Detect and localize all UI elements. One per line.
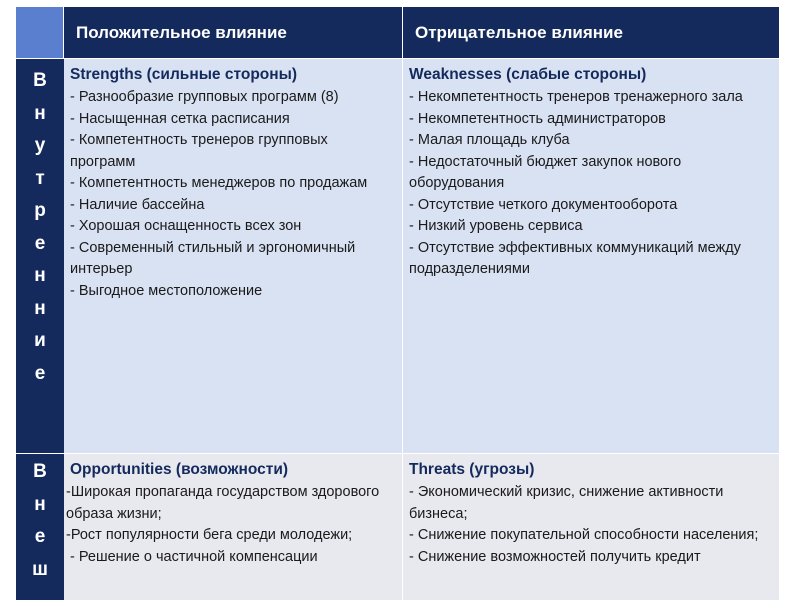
- side-letter: т: [35, 167, 45, 189]
- weakness-item: - Некомпетентность тренеров тренажерного зала: [409, 89, 743, 105]
- weaknesses-title: Weaknesses (слабые стороны): [409, 66, 647, 83]
- side-letter: н: [34, 297, 46, 319]
- side-letter: н: [34, 493, 46, 515]
- side-label-external: [16, 453, 64, 600]
- threat-item: - Снижение возможностей получить кредит: [409, 548, 701, 565]
- weakness-item: - Некомпетентность администраторов: [409, 110, 666, 127]
- threat-item: - Снижение покупательной способности населения;: [409, 527, 759, 543]
- side-letter: р: [34, 200, 46, 221]
- threats-title: Threats (угрозы): [409, 461, 535, 478]
- threats-cell: [403, 453, 780, 600]
- strength-item: - Насыщенная сетка расписания: [70, 110, 290, 127]
- weaknesses-cell: [403, 58, 780, 453]
- header-positive: Положительное влияние: [64, 7, 403, 58]
- strength-item: - Выгодное местоположение: [70, 282, 263, 299]
- weakness-item: - Отсутствие четкого документооборота: [409, 196, 678, 213]
- side-letter: н: [34, 102, 46, 124]
- opportunities-cell: [64, 453, 403, 600]
- opportunity-item: -Широкая пропаганда государством здорового образа жизни;: [66, 484, 380, 522]
- corner-cell: [16, 7, 64, 58]
- weakness-item: - Отсутствие эффективных коммуникаций между подразделениями: [409, 239, 741, 277]
- strengths-cell: [64, 58, 403, 453]
- header-negative: Отрицательное влияние: [403, 7, 780, 58]
- opportunity-item: - Решение о частичной компенсации: [70, 548, 318, 565]
- side-letter: у: [34, 135, 46, 156]
- side-label-internal: [16, 58, 64, 453]
- side-letter: н: [34, 265, 46, 286]
- opportunities-title: Opportunities (возможности): [70, 461, 289, 478]
- threat-item: - Экономический кризис, снижение активности бизнеса;: [409, 484, 724, 522]
- strength-item: - Хорошая оснащенность всех зон: [70, 218, 302, 234]
- weakness-item: - Низкий уровень сервиса: [409, 218, 583, 234]
- swot-table: [16, 7, 780, 600]
- side-letter: е: [34, 526, 46, 547]
- side-letter: е: [34, 362, 46, 384]
- weakness-item: - Малая площадь клуба: [409, 132, 570, 148]
- weakness-item: - Недостаточный бюджет закупок нового оборудования: [409, 153, 682, 191]
- strength-item: - Компетентность тренеров групповых программ: [70, 132, 328, 170]
- strength-item: - Современный стильный и эргономичный интерьер: [70, 239, 356, 277]
- side-letter: ш: [32, 558, 48, 580]
- side-letter: В: [33, 461, 47, 482]
- strength-item: - Разнообразие групповых программ (8): [70, 89, 339, 105]
- strengths-title: Strengths (сильные стороны): [70, 66, 298, 83]
- side-letter: е: [34, 232, 46, 254]
- opportunity-item: -Рост популярности бега среди молодежи;: [66, 527, 353, 543]
- side-letter: и: [34, 330, 46, 351]
- side-letter: В: [33, 70, 47, 91]
- strength-item: - Наличие бассейна: [70, 196, 205, 213]
- strength-item: - Компетентность менеджеров по продажам: [70, 175, 368, 191]
